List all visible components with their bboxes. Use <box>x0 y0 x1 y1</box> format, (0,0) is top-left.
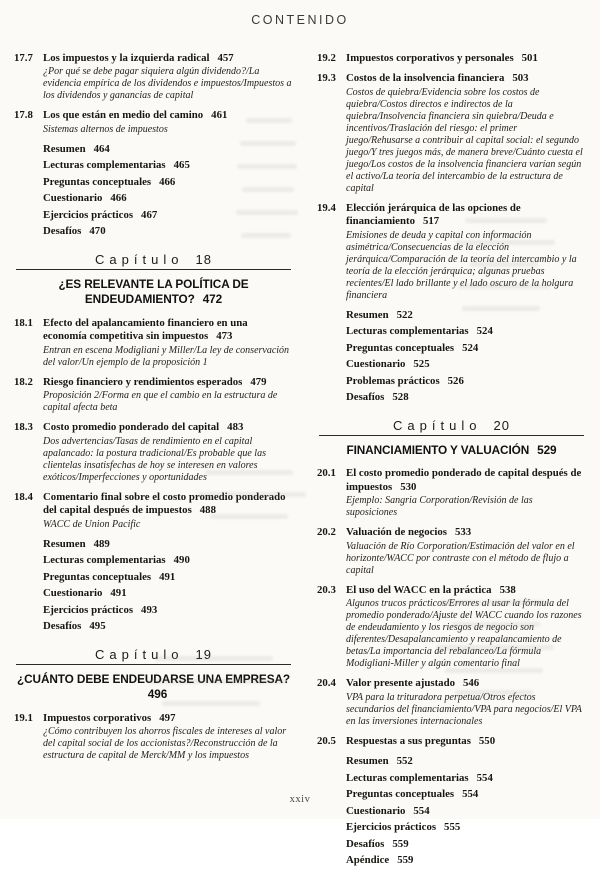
section-topics: Algunos trucos prácticos/Errores al usar la fórmula del promedio ponderado/Ajuste del WACC cuando los razones de endeudamiento y los riesgos de negocio son diferentes/Desapalancamiento y reapalancamiento de betas/La importancia del rebalanceo/La fórmula Modigliani-Miller y algún comentario final <box>346 598 582 670</box>
section-title: Valuación de negocios <box>346 526 447 539</box>
end-matter-page: 491 <box>159 570 176 583</box>
right-column <box>317 52 586 875</box>
end-matter-item <box>346 358 586 371</box>
end-matter-page: 491 <box>110 587 127 600</box>
end-matter-page: 464 <box>93 142 110 155</box>
section-page: 546 <box>462 677 480 690</box>
toc-entry-19-3 <box>317 72 586 194</box>
chapter-title: FINANCIAMIENTO Y VALUACIÓN <box>346 442 530 457</box>
toc-entry-20-4 <box>317 677 586 727</box>
end-matter-item <box>43 587 293 600</box>
end-matter-item <box>346 309 586 322</box>
toc-entry-20-2 <box>317 526 586 576</box>
toc-entry-17-8 <box>14 109 293 135</box>
end-matter-item <box>43 225 293 238</box>
end-matter-item <box>43 209 293 222</box>
end-matter-item <box>43 159 293 172</box>
end-matter-item <box>346 772 586 785</box>
end-matter-label: Cuestionario <box>43 192 103 205</box>
end-matter-page: 554 <box>462 788 479 801</box>
chapter-title: ¿ES RELEVANTE LA POLÍTICA DE ENDEUDAMIENTO? <box>58 276 249 307</box>
section-page: 457 <box>217 52 234 64</box>
section-number: 18.1 <box>14 317 33 329</box>
chapter-number: 19 <box>195 646 212 662</box>
chapter-kicker: Capítulo <box>393 417 482 433</box>
section-topics: Valuación de Río Corporation/Estimación del valor en el horizonte/WACC por contraste con el método de flujo a capital <box>346 540 575 576</box>
section-topics: WACC de Union Pacific <box>43 518 141 530</box>
chapter-page: 496 <box>147 687 168 702</box>
chapter-rule <box>16 269 291 270</box>
section-topics: VPA para la trituradora perpetua/Otros efectos secundarios del financiamiento/VPA para negocios/El VPA en las inversiones internacionales <box>346 691 582 727</box>
end-matter-item <box>346 325 586 338</box>
section-topics: ¿Cómo contribuyen los ahorros fiscales de intereses al valor del capital social de los accionistas?/Reconstrucción de la estructura de capital de Merck/MM y los impuestos <box>43 726 287 762</box>
end-matter-label: Ejercicios prácticos <box>43 603 134 616</box>
chapter-page: 529 <box>537 442 557 457</box>
end-matter-page: 490 <box>173 554 190 567</box>
end-matter-label: Preguntas conceptuales <box>43 175 152 188</box>
chapter-kicker: Capítulo <box>95 251 184 267</box>
end-matter-label: Resumen <box>43 142 86 155</box>
section-number: 20.1 <box>317 467 336 480</box>
end-matter-label: Lecturas complementarias <box>346 325 469 338</box>
chapter-page: 472 <box>202 292 223 307</box>
section-topics: ¿Por qué se debe pagar siquiera algún dividendo?/La evidencia empírica de los dividendos e impuestos/Impuestos a los dividendos y ganancias de capital <box>43 66 292 102</box>
end-matter-label: Desafíos <box>43 225 82 238</box>
chapter-18-end-matter <box>14 538 293 634</box>
section-page: 488 <box>199 504 216 517</box>
end-matter-item <box>346 375 586 388</box>
section-title: Costos de la insolvencia financiera <box>346 72 505 85</box>
chapter-rule <box>319 435 584 436</box>
section-topics: Ejemplo: Sangria Corporation/Revisión de las suposiciones <box>346 495 533 519</box>
end-matter-item <box>346 805 586 818</box>
toc-entry-18-3 <box>14 421 293 483</box>
end-matter-page: 526 <box>447 374 464 387</box>
end-matter-page: 466 <box>110 192 127 205</box>
toc-entry-17-7 <box>14 52 293 102</box>
end-matter-item <box>43 176 293 189</box>
page-header: CONTENIDO <box>251 13 349 27</box>
section-page: 501 <box>521 52 538 64</box>
section-title: Los impuestos y la izquierda radical <box>43 52 210 64</box>
section-title: Riesgo financiero y rendimientos esperados <box>43 375 243 388</box>
end-matter-item <box>346 391 586 404</box>
section-number: 17.7 <box>14 52 33 64</box>
chapter-number: 20 <box>493 417 510 433</box>
section-page: 479 <box>250 375 267 388</box>
end-matter-label: Resumen <box>43 537 86 550</box>
chapter-19-end-matter <box>317 309 586 405</box>
chapter-18-heading <box>16 252 291 308</box>
end-matter-label: Resumen <box>346 755 389 768</box>
end-matter-item <box>346 342 586 355</box>
toc-entry-18-2 <box>14 376 293 414</box>
section-title: El costo promedio ponderado de capital después de impuestos <box>346 467 582 493</box>
section-title: Impuestos corporativos y personales <box>346 52 514 64</box>
chapter-number: 18 <box>195 251 212 267</box>
page-number: xxiv <box>289 794 311 805</box>
section-title: Respuestas a sus preguntas <box>346 734 471 747</box>
chapter-rule <box>16 664 291 665</box>
toc-entry-20-1 <box>317 467 586 519</box>
end-matter-page: 495 <box>89 620 106 633</box>
end-matter-page: 470 <box>89 225 106 238</box>
section-number: 19.1 <box>14 711 33 724</box>
section-topics: Costos de quiebra/Evidencia sobre los costos de quiebra/Costos directos e indirectos de la quiebra/Insolvencia financiera sin quiebra/Deuda e incentivos/Traslación del riesgo: el primer juego/Rehusarse a contribuir al capital social: el segundo juego/Y tres juegos más, de manera breve/Cuánto cuesta el juego/Los costos de la insolvencia financiera varían según el activo/La teoría del intercambio de la estructura de capital <box>346 86 583 194</box>
section-topics: Dos advertencias/Tasas de rendimiento en el capital apalancado: la postura tradicional/Es probable que las clientelas insatisfechas de hoy se interesen en valores exóticos/Imperfecciones y oportunidades <box>43 435 266 483</box>
section-number: 18.3 <box>14 421 33 434</box>
section-page: 461 <box>211 109 228 122</box>
section-page: 530 <box>400 480 417 493</box>
chapter-20-end-matter <box>317 755 586 867</box>
section-topics: Sistemas alternos de impuestos <box>43 123 168 135</box>
section-title: Los que están en medio del camino <box>43 109 204 122</box>
end-matter-label: Lecturas complementarias <box>43 554 166 567</box>
end-matter-label: Cuestionario <box>43 587 103 600</box>
end-matter-label: Desafíos <box>346 837 385 850</box>
end-matter-item <box>346 854 586 867</box>
section-page: 483 <box>227 421 244 434</box>
section-topics: Proposición 2/Forma en que el cambio en la estructura de capital afecta beta <box>43 390 278 414</box>
end-matter-label: Desafíos <box>346 391 385 404</box>
section-page: 533 <box>454 526 472 539</box>
section-page: 497 <box>159 711 176 724</box>
section-title: Comentario final sobre el costo promedio ponderado del capital después de impuestos <box>43 490 286 517</box>
section-title: Impuestos corporativos <box>43 711 152 724</box>
section-number: 19.2 <box>317 52 336 64</box>
end-matter-label: Ejercicios prácticos <box>346 821 437 834</box>
end-matter-page: 524 <box>476 325 493 338</box>
end-matter-label: Preguntas conceptuales <box>346 788 455 801</box>
toc-entry-18-1 <box>14 317 293 369</box>
chapter-17-end-matter <box>14 143 293 239</box>
end-matter-page: 465 <box>173 159 190 172</box>
toc-entry-18-4 <box>14 491 293 531</box>
section-number: 20.3 <box>317 583 336 596</box>
section-number: 18.4 <box>14 490 33 503</box>
end-matter-page: 554 <box>413 804 430 817</box>
end-matter-item <box>43 620 293 633</box>
section-number: 20.4 <box>317 677 336 690</box>
end-matter-label: Cuestionario <box>346 358 406 371</box>
end-matter-item <box>43 554 293 567</box>
toc-entry-20-5 <box>317 735 586 748</box>
section-title: Efecto del apalancamiento financiero en una economía competitiva sin impuestos <box>43 317 248 343</box>
section-page: 503 <box>512 72 529 85</box>
end-matter-label: Ejercicios prácticos <box>43 208 134 221</box>
section-topics: Entran en escena Modigliani y Miller/La ley de conservación del valor/Un ejemplo de la proposición 1 <box>43 344 290 368</box>
end-matter-page: 555 <box>444 821 461 834</box>
section-number: 18.2 <box>14 375 33 388</box>
section-page: 538 <box>499 583 516 596</box>
chapter-20-heading <box>319 418 584 459</box>
section-title: Costo promedio ponderado del capital <box>43 421 220 434</box>
end-matter-item <box>43 192 293 205</box>
end-matter-label: Lecturas complementarias <box>43 159 166 172</box>
left-column <box>14 52 293 875</box>
end-matter-page: 466 <box>159 175 176 188</box>
end-matter-label: Resumen <box>346 308 389 321</box>
section-topics: Emisiones de deuda y capital con información asimétrica/Consecuencias de la elección jerárquica/Comparación de la teoría del intercambio y la teoría de la elección jerárquica; algunas pruebas recientes/El lado brillante y el lado oscuro de la holgura financiera <box>346 229 577 301</box>
end-matter-label: Apéndice <box>346 854 390 867</box>
section-title: El uso del WACC en la práctica <box>346 583 492 596</box>
section-title: Valor presente ajustado <box>346 677 455 690</box>
end-matter-page: 554 <box>476 771 493 784</box>
end-matter-label: Problemas prácticos <box>346 374 440 387</box>
end-matter-page: 552 <box>396 755 413 768</box>
toc-columns <box>14 52 586 875</box>
section-page: 517 <box>422 215 440 228</box>
end-matter-item <box>43 143 293 156</box>
end-matter-page: 493 <box>141 603 158 616</box>
end-matter-page: 489 <box>93 537 110 550</box>
end-matter-item <box>43 604 293 617</box>
end-matter-label: Cuestionario <box>346 804 406 817</box>
end-matter-label: Desafíos <box>43 620 82 633</box>
section-page: 473 <box>216 330 233 343</box>
end-matter-page: 559 <box>392 837 409 850</box>
chapter-kicker: Capítulo <box>95 646 184 662</box>
section-number: 17.8 <box>14 109 33 122</box>
end-matter-item <box>346 838 586 851</box>
toc-entry-19-1 <box>14 712 293 762</box>
toc-entry-19-4 <box>317 202 586 302</box>
end-matter-page: 522 <box>396 308 413 321</box>
end-matter-page: 467 <box>141 208 158 221</box>
end-matter-label: Preguntas conceptuales <box>346 341 455 354</box>
section-number: 19.3 <box>317 72 336 85</box>
end-matter-page: 528 <box>392 391 409 404</box>
toc-entry-20-3 <box>317 584 586 670</box>
end-matter-item <box>43 571 293 584</box>
end-matter-page: 559 <box>397 854 414 867</box>
end-matter-label: Lecturas complementarias <box>346 771 469 784</box>
end-matter-item <box>43 538 293 551</box>
section-title: Elección jerárquica de las opciones de financiamiento <box>346 201 521 228</box>
end-matter-item <box>346 821 586 834</box>
end-matter-label: Preguntas conceptuales <box>43 570 152 583</box>
section-number: 20.2 <box>317 526 336 539</box>
section-number: 20.5 <box>317 734 336 747</box>
end-matter-page: 525 <box>413 358 430 371</box>
end-matter-item <box>346 755 586 768</box>
end-matter-page: 524 <box>462 341 479 354</box>
chapter-19-heading <box>16 647 291 703</box>
chapter-title: ¿CUÁNTO DEBE ENDEUDARSE UNA EMPRESA? <box>17 671 290 686</box>
section-page: 550 <box>478 734 496 747</box>
toc-entry-19-2 <box>317 52 586 65</box>
section-number: 19.4 <box>317 201 336 214</box>
